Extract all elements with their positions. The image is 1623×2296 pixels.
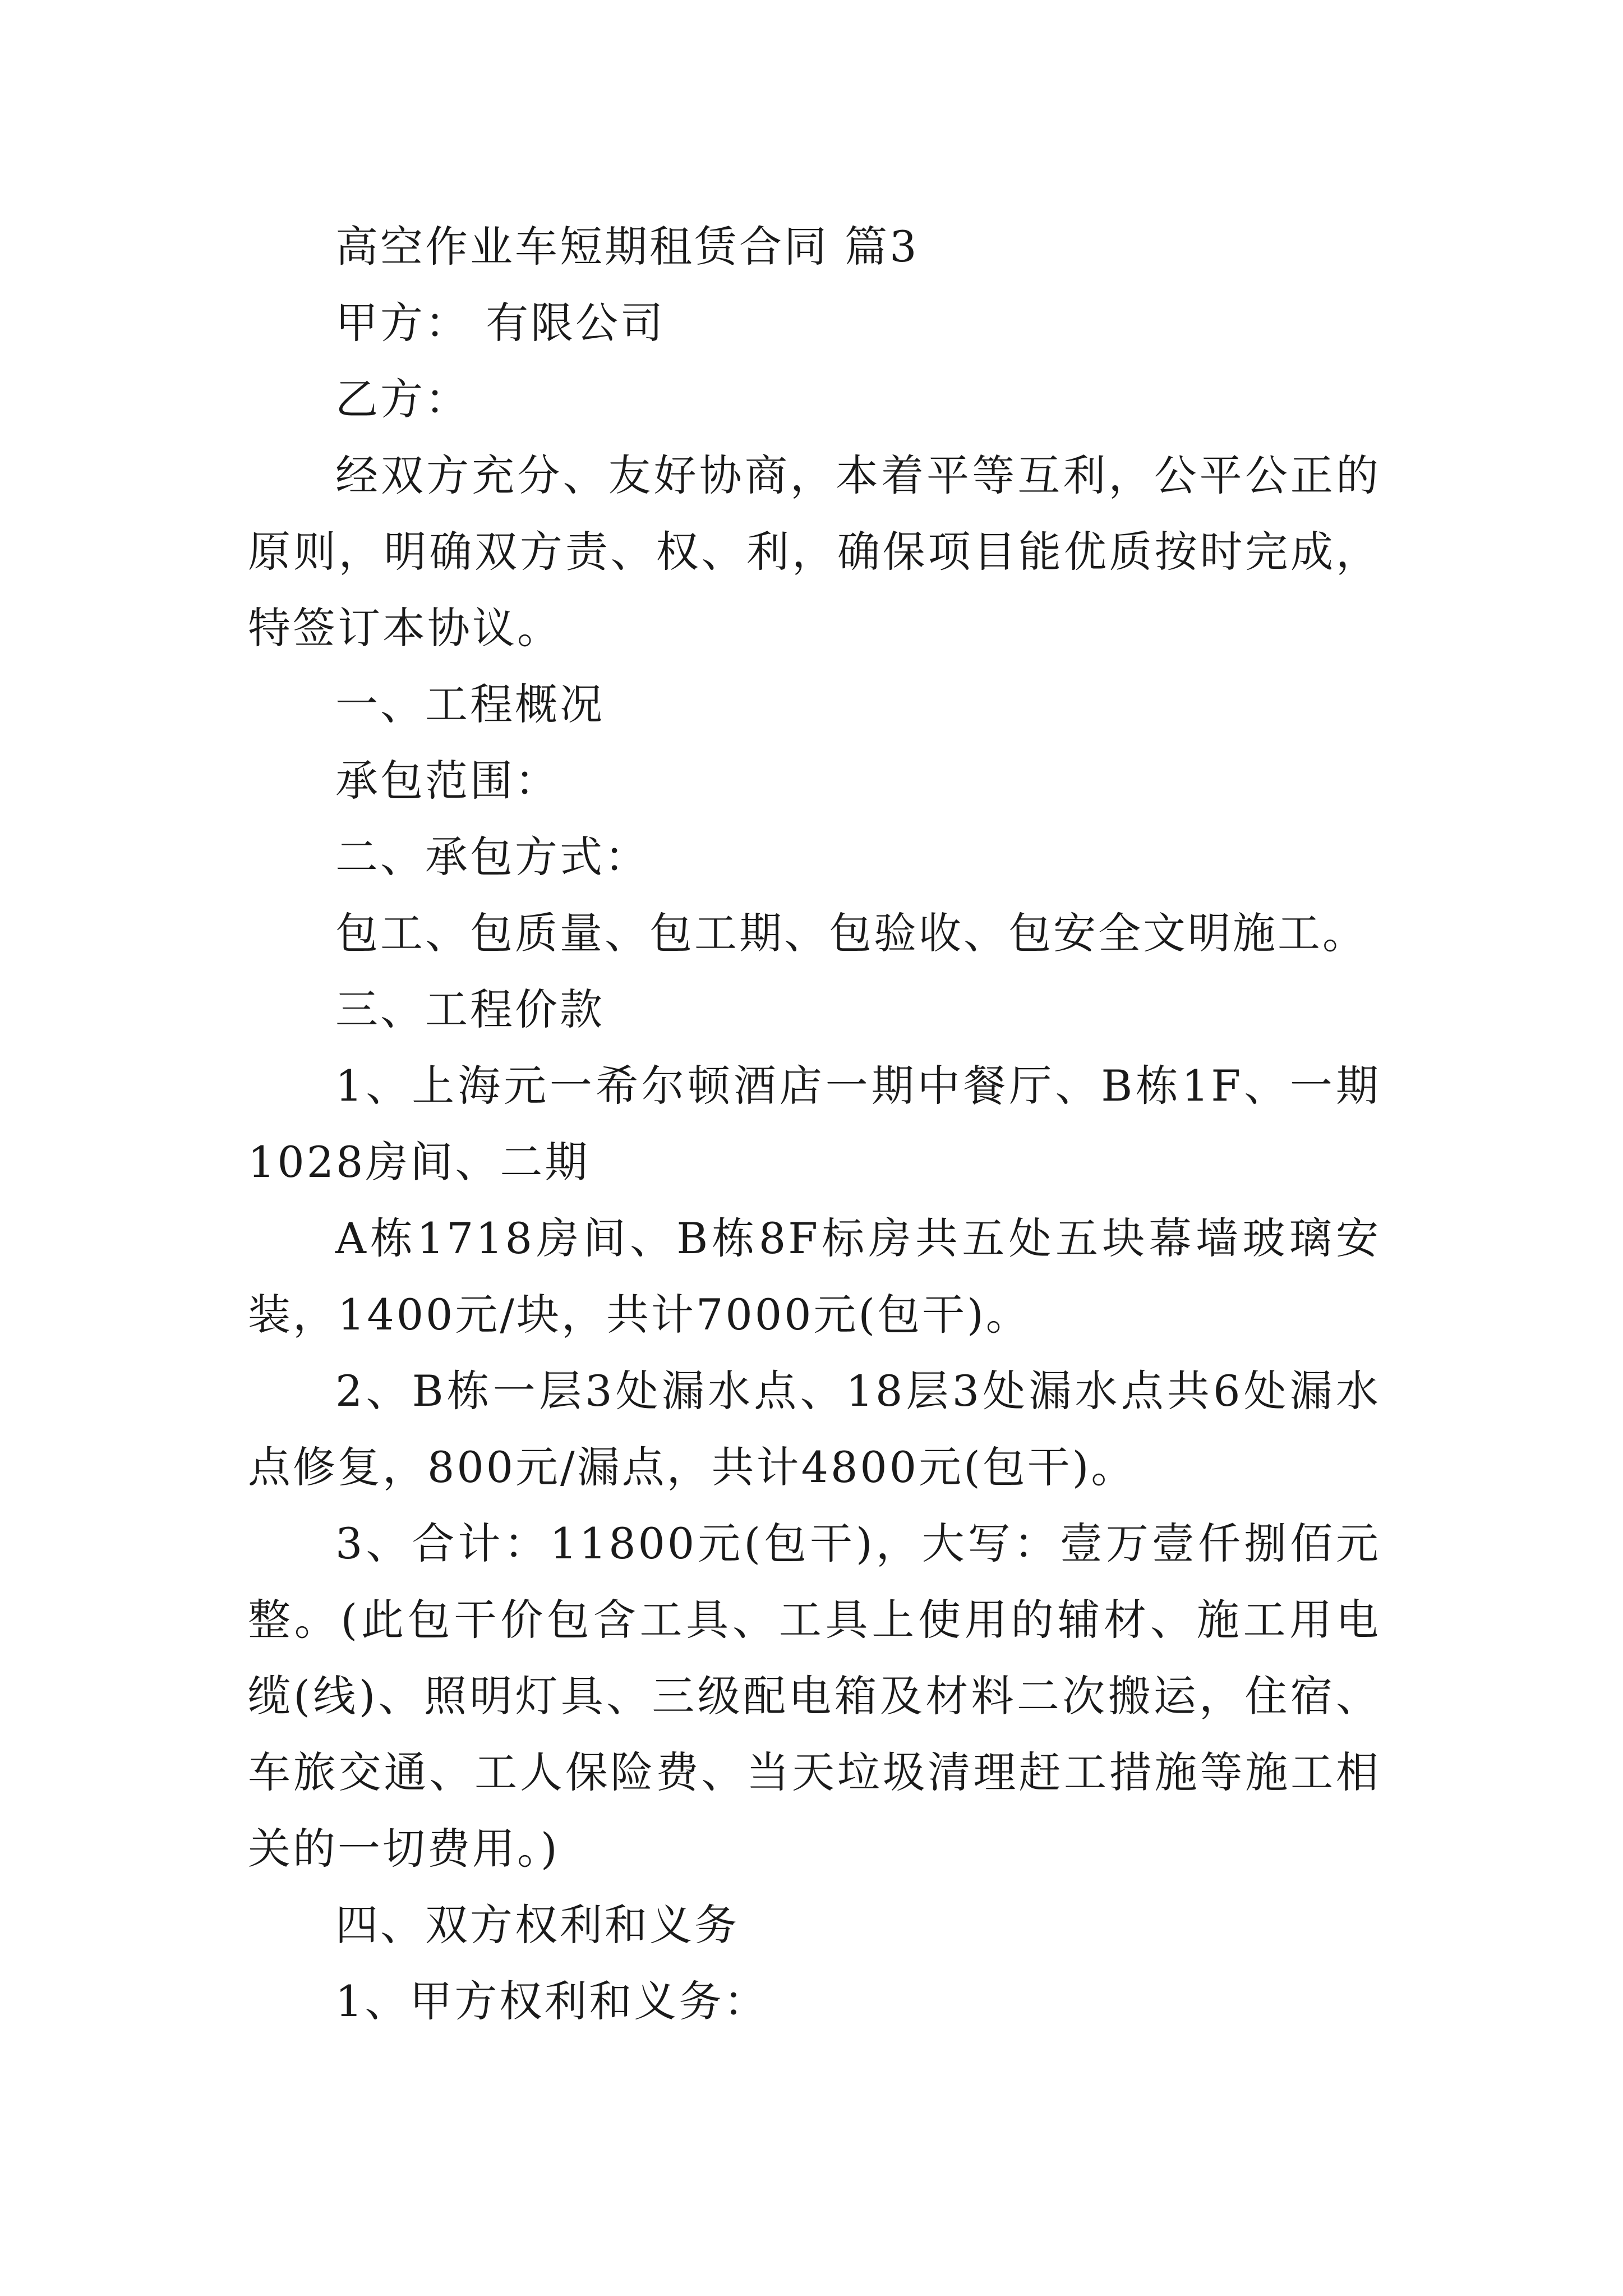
section-heading-1: 一、工程概况 [335, 679, 605, 729]
party-b-line: 乙方： [335, 374, 470, 424]
contract-method-paragraph: 包工、包质量、包工期、包验收、包安全文明施工。 [335, 908, 1367, 958]
party-a-line: 甲方： 有限公司 [335, 298, 666, 348]
price-item-1: 1、上海元一希尔顿酒店一期中餐厅、B栋1F、一期1028房间、二期 [248, 1061, 1381, 1187]
subsection-heading-1: 1、甲方权利和义务： [335, 1976, 769, 2026]
section-heading-2: 二、承包方式： [335, 832, 649, 882]
price-item-2: 2、B栋一层3处漏水点、18层3处漏水点共6处漏水点修复，800元/漏点，共计4800元(包干)。 [248, 1366, 1381, 1492]
document-title: 高空作业车短期租赁合同 篇3 [335, 222, 919, 272]
scope-line: 承包范围： [335, 756, 560, 806]
section-heading-3: 三、工程价款 [335, 984, 605, 1034]
preamble-paragraph: 经双方充分、友好协商，本着平等互利，公平公正的原则，明确双方责、权、利，确保项目能优质按时完成，特签订本协议。 [248, 450, 1381, 653]
price-total-paragraph: 3、合计：11800元(包干)，大写：壹万壹仟捌佰元整。(此包干价包含工具、工具上使用的辅材、施工用电缆(线)、照明灯具、三级配电箱及材料二次搬运，住宿、车旅交通、工人保险费、当天垃圾清理赶工措施等施工相关的一切费用。) [248, 1519, 1381, 1874]
document-body [248, 209, 1381, 2040]
price-item-1-detail: A栋1718房间、B栋8F标房共五处五块幕墙玻璃安装，1400元/块，共计7000元(包干)。 [248, 1213, 1381, 1340]
section-heading-4: 四、双方权利和义务 [335, 1900, 739, 1950]
